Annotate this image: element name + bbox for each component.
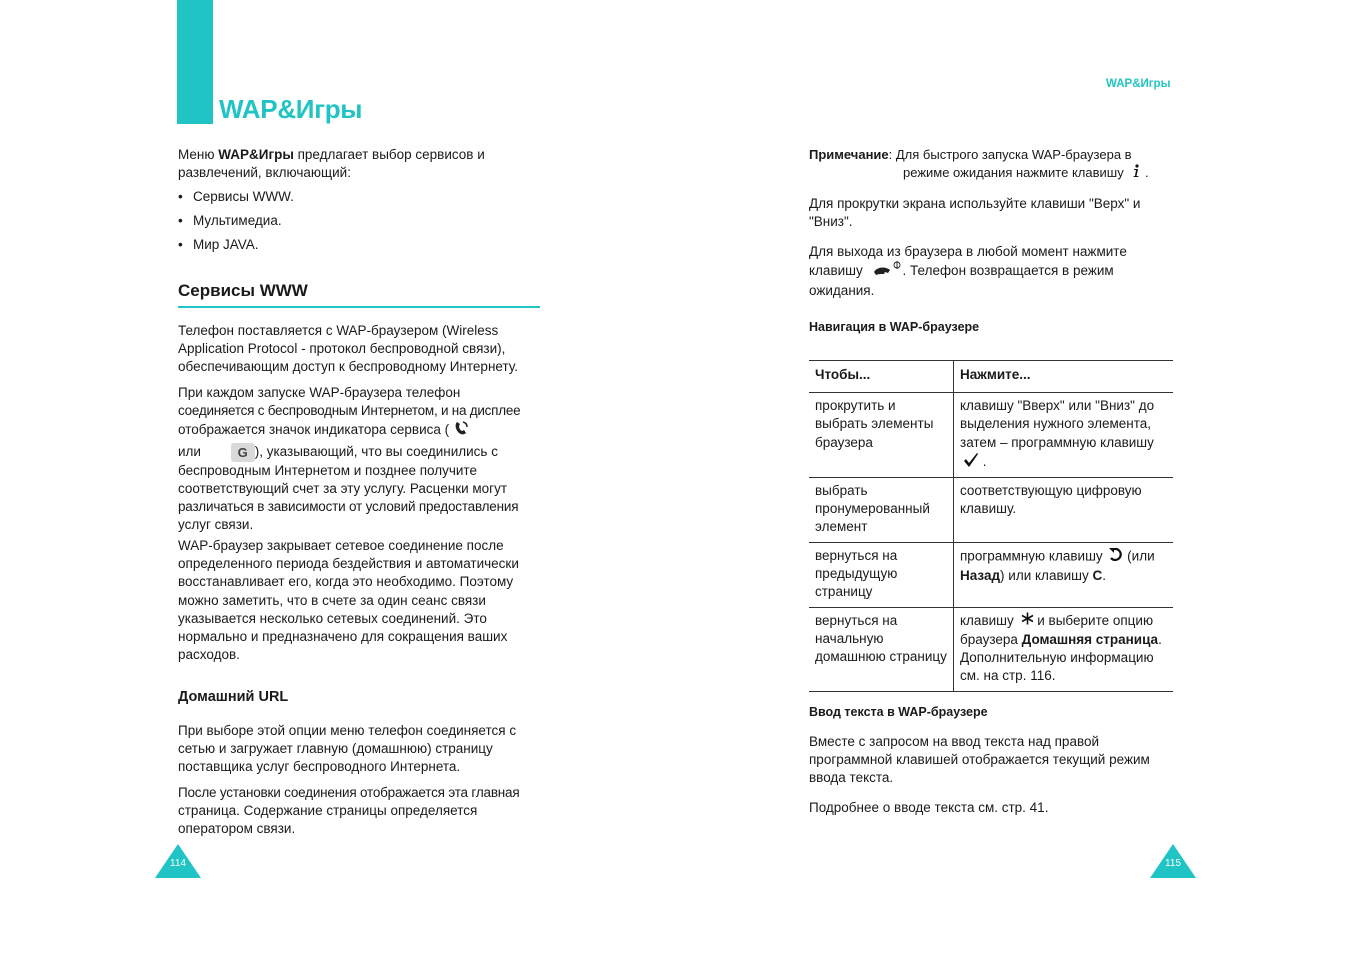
text-line: программной клавишей отображается текущий режим [809,752,1150,768]
text-line: Телефон поставляется с WAP-браузером (Wireless [178,323,499,338]
paragraph-text-input [809,733,1150,788]
paragraph-browser-intro [178,322,518,377]
cell-text: (или [1123,548,1155,564]
text-line: ввода текста. [809,770,894,786]
text-line: ), указывающий, что вы соединились с [254,443,498,459]
intro-line2: развлечений, включающий: [178,165,351,181]
table-cell-press: соответствующую цифровую клавишу. [954,478,1174,543]
cell-text: ) или клавишу [1000,568,1093,584]
page-title: WAP&Игры [219,94,363,124]
text-line: сетью и загружает главную (домашнюю) страницу [178,741,493,757]
text-line: расходов. [178,647,240,663]
section-heading: Сервисы WWW [178,281,308,300]
text-line: . [1141,165,1149,181]
cell-text: . Дополнительную информацию см. на стр. 116. [960,631,1162,683]
paragraph-more-info: Подробнее о вводе текста см. стр. 41. [809,800,1049,815]
cell-text: клавишу [960,613,1014,629]
text-line: восстанавливает его, когда это необходимо. Поэтому [178,574,514,590]
page-number-marker-right [1150,844,1196,878]
navigation-table [809,360,1173,692]
text-line: нормально и предназначено для сокращения ваших [178,629,508,645]
text-line: WAP-браузер закрывает сетевое соединение после [178,538,504,553]
list-item-text: Мультимедиа. [193,213,282,228]
text-line: указывается несколько сетевых соединений. Это [178,610,487,626]
list-item [178,236,259,254]
table-header-row [809,361,1173,393]
cell-text: . [979,453,987,469]
paragraph-home-page [178,784,519,839]
text-line: соответствующий счет за эту услугу. Расценки могут [178,480,508,496]
intro-prefix: Меню [178,147,219,162]
text-line: обеспечивающим доступ к беспроводному Интернету. [178,359,518,375]
bullet-dot: • [178,189,183,204]
bullet-dot: • [178,213,183,228]
table-cell-press [954,543,1174,608]
text-line: Application Protocol - протокол беспроводной связи), [178,341,506,357]
list-item-text: Мир JAVA. [193,237,259,252]
list-item [178,212,282,230]
paragraph-exit [809,243,1127,301]
note-label: Примечание [809,147,889,162]
table-cell-press [954,393,1174,478]
bullet-dot: • [178,237,183,252]
text-line: режиме ожидания нажмите клавишу [903,165,1124,181]
running-header: WAP&Игры [1106,78,1171,90]
table-cell-press [954,608,1174,692]
table-row [809,393,1173,478]
info-i-icon [1131,164,1141,183]
subheading-home-url: Домашний URL [178,689,289,705]
star-key-icon [1021,612,1034,630]
text-input-heading: Ввод текста в WAP-браузере [809,705,988,719]
table-cell-action: выбрать пронумерованный элемент [809,478,954,543]
text-line: беспроводным Интернетом и позднее получите [178,462,477,478]
text-line: . Телефон возвращается в режим [902,263,1114,279]
table-cell-action: вернуться на начальную домашнюю страницу [809,608,954,692]
text-line: страница. Содержание страницы определяется [178,803,478,819]
section-underline [178,306,540,308]
text-line: Для выхода из браузера в любой момент нажмите [809,244,1127,259]
paragraph-connection [178,384,520,534]
nav-heading: Навигация в WAP-браузере [809,320,980,334]
text-line: отображается значок индикатора сервиса ( [178,422,450,438]
note-block [809,146,1149,183]
cell-text: программную клавишу [960,548,1103,564]
text-line: При каждом запуске WAP-браузера телефон [178,385,461,400]
paragraph-session [178,537,519,664]
list-item [178,188,294,206]
text-line: соединяется с беспроводным Интернетом, и на дисплее [178,403,521,419]
cell-text: клавишу "Вверх" или "Вниз" до выделения нужного элемента, затем – программную клавишу [960,398,1155,450]
text-line: оператором связи. [178,821,296,837]
table-header-cell: Нажмите... [954,361,1174,393]
text-line: клавишу [809,263,863,279]
paragraph-scroll [809,195,1140,231]
list-item-text: Сервисы WWW. [193,189,294,204]
table-cell-action: прокрутить и выбрать элементы браузера [809,393,954,478]
text-line: : Для быстрого запуска WAP-браузера в [888,147,1132,162]
back-arrow-icon [1108,547,1123,567]
text-line: После установки соединения отображается эта главная [178,785,520,800]
page-number: 115 [1165,858,1181,869]
text-line: или [178,443,201,459]
text-line: услуг связи. [178,517,254,533]
text-line: различаться в зависимости от условий предоставления [178,499,519,515]
text-line: определенного периода бездействия и автоматически [178,556,519,572]
text-line: ожидания. [809,283,875,299]
paragraph-home-url [178,722,516,777]
cell-text-bold: Назад [960,568,1001,584]
gprs-g-icon: G [231,443,255,462]
intro-paragraph [178,146,485,182]
intro-menu-name: WAP&Игры [218,147,294,162]
page-number-marker-left [155,844,201,878]
text-line: можно заметить, что в счете за один сеанс связи [178,592,486,608]
chapter-accent-bar [177,0,213,124]
text-line: Для прокрутки экрана используйте клавиши "Верх" и [809,196,1141,211]
cell-text-bold: Домашняя страница [1021,631,1159,647]
end-call-icon [871,261,903,282]
table-header-cell: Чтобы... [809,361,954,393]
table-row [809,478,1173,543]
table-row [809,543,1173,608]
cell-text: и выберите опцию браузера [960,613,1154,647]
cell-text-bold: C [1092,568,1103,584]
text-line: Вместе с запросом на ввод текста над правой [809,734,1100,749]
page-number: 114 [170,858,186,869]
intro-suffix: предлагает выбор сервисов и [293,147,485,162]
table-row [809,608,1173,692]
checkmark-icon [963,452,979,473]
text-line: При выборе этой опции меню телефон соединяется с [178,723,517,738]
table-cell-action: вернуться на предыдущую страницу [809,543,954,608]
text-line: поставщика услуг беспроводного Интернета. [178,759,461,775]
text-line: "Вниз". [809,214,853,230]
wap-service-icon [453,420,469,441]
cell-text: . [1102,568,1107,584]
